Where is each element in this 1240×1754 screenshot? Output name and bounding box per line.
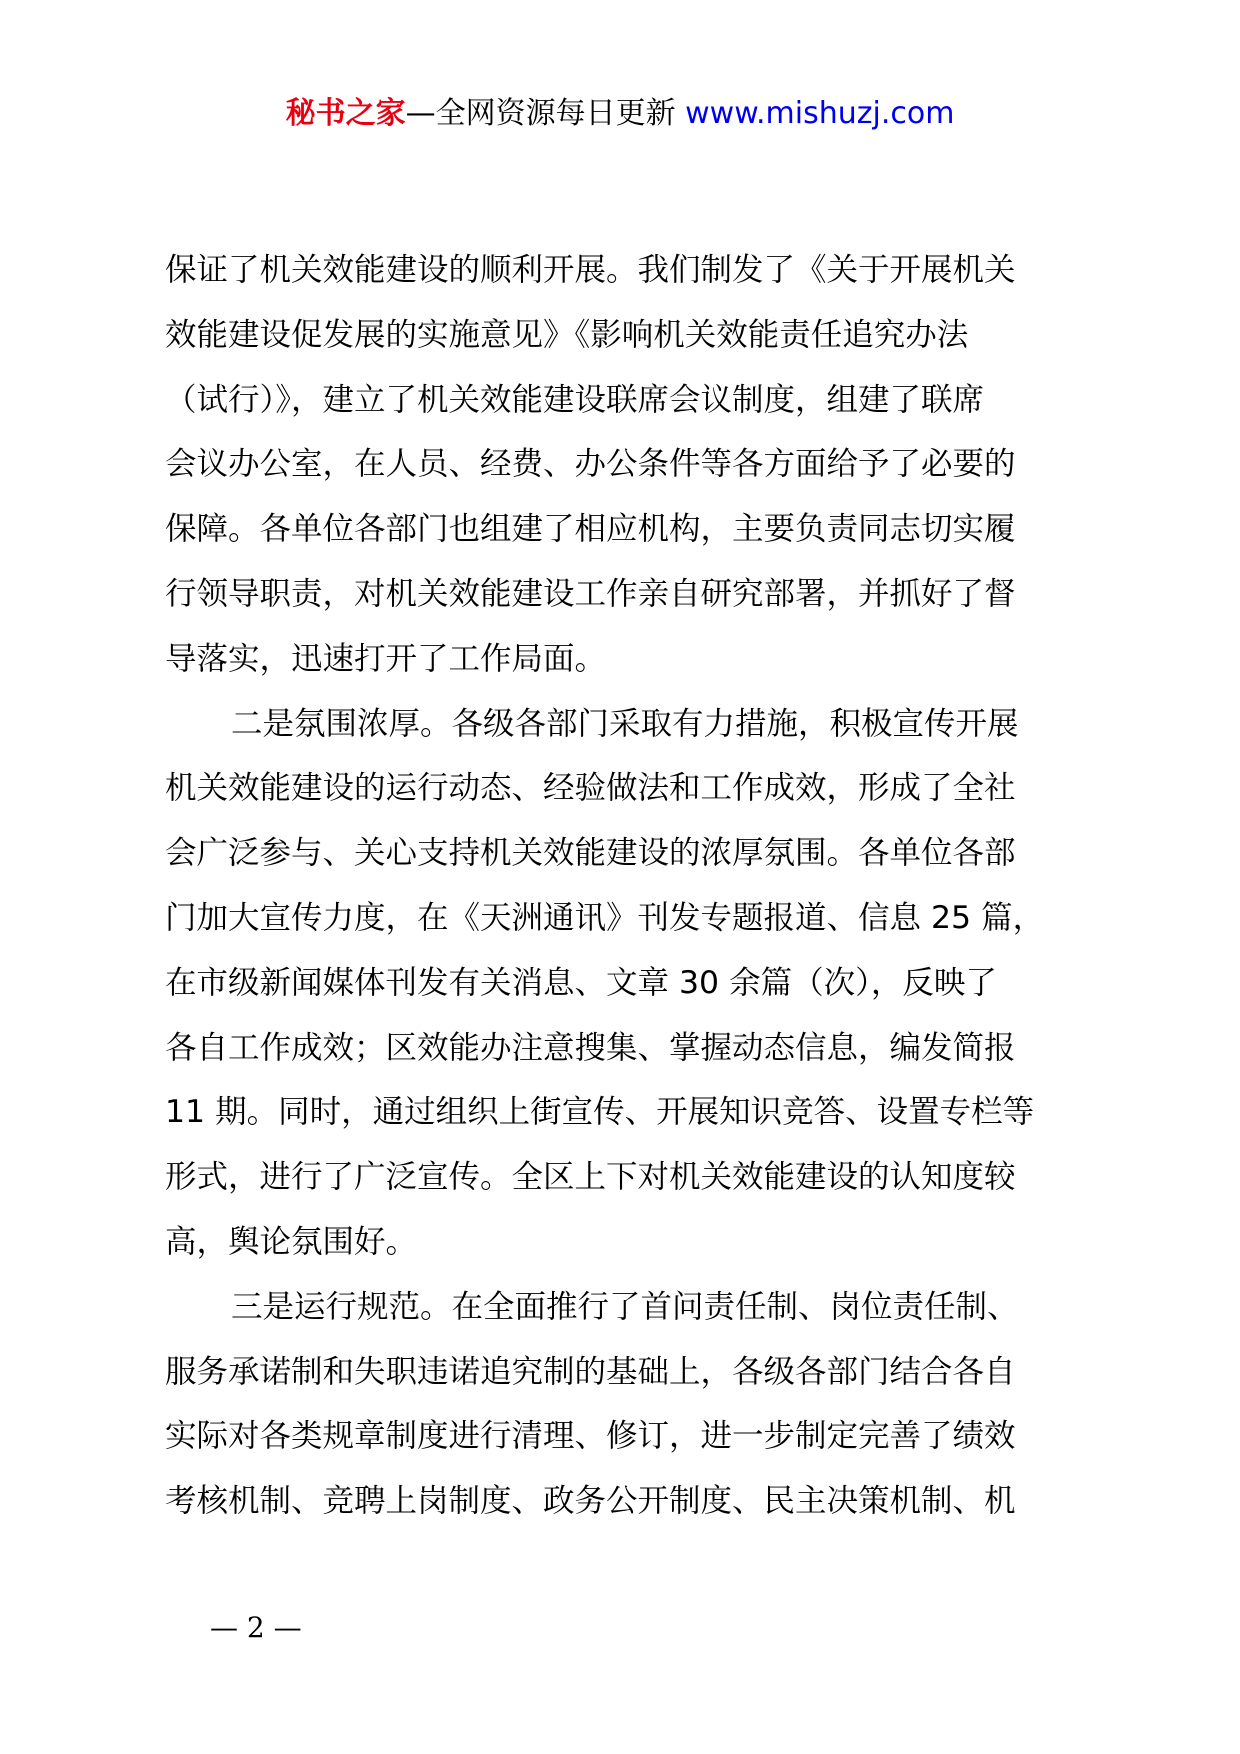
text-line: 会广泛参与、关心支持机关效能建设的浓厚氛围。各单位各部: [165, 835, 1016, 872]
site-brand: 秘书之家: [285, 96, 406, 131]
document-body: [165, 238, 1095, 1534]
site-url-link[interactable]: www.mishuzj.com: [685, 96, 955, 131]
text-line: 保障。各单位各部门也组建了相应机构，主要负责同志切实履: [165, 511, 1016, 548]
site-header: [0, 94, 1240, 134]
text-line: 行领导职责，对机关效能建设工作亲自研究部署，并抓好了督: [165, 575, 1016, 612]
text-line: 在市级新闻媒体刊发有关消息、文章 30 余篇（次），反映了: [165, 964, 997, 1001]
text-line: 机关效能建设的运行动态、经验做法和工作成效，形成了全社: [165, 770, 1016, 807]
text-line: 实际对各类规章制度进行清理、修订，进一步制定完善了绩效: [165, 1418, 1016, 1455]
page-number: — 2 —: [210, 1611, 302, 1644]
text-line: 各自工作成效；区效能办注意搜集、掌握动态信息，编发简报: [165, 1029, 1016, 1066]
text-line: 11 期。同时，通过组织上街宣传、开展知识竞答、设置专栏等: [165, 1094, 1035, 1131]
text-line: 高，舆论氛围好。: [165, 1223, 418, 1260]
text-line: 门加大宣传力度，在《天洲通讯》刊发专题报道、信息 25 篇，: [165, 899, 1045, 936]
text-line: 形式，进行了广泛宣传。全区上下对机关效能建设的认知度较: [165, 1159, 1016, 1196]
text-line: 会议办公室，在人员、经费、办公条件等各方面给予了必要的: [165, 446, 1016, 483]
paragraph-start-line: 三是运行规范。在全面推行了首问责任制、岗位责任制、: [231, 1288, 1019, 1325]
paragraph-start-line: 二是氛围浓厚。各级各部门采取有力措施，积极宣传开展: [231, 705, 1019, 742]
text-line: 导落实，迅速打开了工作局面。: [165, 640, 607, 677]
site-slogan: —全网资源每日更新: [405, 96, 676, 131]
text-line: 服务承诺制和失职违诺追究制的基础上，各级各部门结合各自: [165, 1353, 1016, 1390]
text-line: 考核机制、竞聘上岗制度、政务公开制度、民主决策机制、机: [165, 1483, 1016, 1520]
text-line: 效能建设促发展的实施意见》《影响机关效能责任追究办法: [165, 316, 969, 353]
text-line: （试行）》，建立了机关效能建设联席会议制度，组建了联席: [165, 381, 985, 418]
text-line: 保证了机关效能建设的顺利开展。我们制发了《关于开展机关: [165, 252, 1016, 288]
